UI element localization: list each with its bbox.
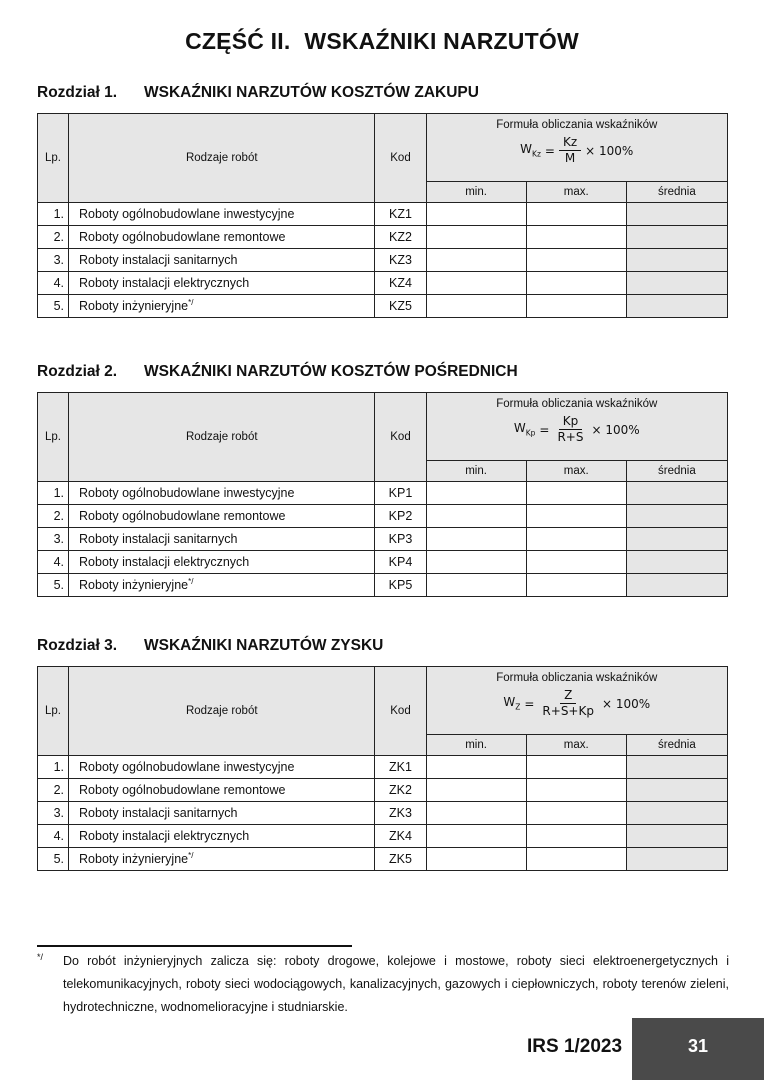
row-name	[69, 825, 375, 848]
row-code: KP2	[375, 505, 426, 528]
cell-avg	[626, 203, 727, 226]
row-lp: 5.	[38, 295, 69, 318]
section-2-number: Rozdział 2.	[37, 363, 118, 380]
cell-min[interactable]	[426, 802, 526, 825]
page-title	[0, 28, 764, 55]
row-name-text: Roboty instalacji sanitarnych	[79, 806, 238, 821]
formula-cell	[426, 393, 727, 461]
row-name-text: Roboty instalacji sanitarnych	[79, 253, 238, 268]
row-name-text: Roboty instalacji elektrycznych	[79, 555, 250, 570]
cell-min[interactable]	[426, 226, 526, 249]
cell-avg	[626, 779, 727, 802]
footnote-ref: */	[188, 298, 194, 308]
table-row	[38, 249, 728, 272]
row-name	[69, 272, 375, 295]
cell-min[interactable]	[426, 825, 526, 848]
table-row	[38, 825, 728, 848]
header-avg: średnia	[626, 461, 727, 482]
row-code: ZK5	[375, 848, 426, 871]
row-code: KZ4	[375, 272, 426, 295]
cell-min[interactable]	[426, 249, 526, 272]
formula-cell	[426, 114, 727, 182]
row-lp: 4.	[38, 272, 69, 295]
formula-numerator: Z	[560, 688, 576, 704]
formula	[514, 414, 640, 445]
cell-max[interactable]	[526, 574, 626, 597]
formula-equals: =	[539, 422, 550, 437]
formula-subscript: Kz	[532, 149, 541, 159]
row-code: KZ2	[375, 226, 426, 249]
row-lp: 1.	[38, 756, 69, 779]
section-1-number: Rozdział 1.	[37, 84, 118, 101]
row-name	[69, 505, 375, 528]
row-name	[69, 551, 375, 574]
row-lp: 4.	[38, 551, 69, 574]
title-text: WSKAŹNIKI NARZUTÓW	[304, 28, 579, 54]
header-lp: Lp.	[38, 393, 69, 482]
header-code: Kod	[375, 114, 426, 203]
row-code: ZK1	[375, 756, 426, 779]
header-works: Rodzaje robót	[69, 667, 375, 756]
cell-max[interactable]	[526, 848, 626, 871]
table-row	[38, 505, 728, 528]
row-lp: 2.	[38, 779, 69, 802]
cell-min[interactable]	[426, 272, 526, 295]
row-lp: 2.	[38, 505, 69, 528]
header-works: Rodzaje robót	[69, 393, 375, 482]
cell-min[interactable]	[426, 551, 526, 574]
header-max: max.	[526, 182, 626, 203]
row-name	[69, 249, 375, 272]
formula-cell	[426, 667, 727, 735]
header-min: min.	[426, 735, 526, 756]
formula-subscript: Kp	[525, 428, 536, 438]
formula-label: Formuła obliczania wskaźników	[496, 119, 658, 131]
page-number: 31	[687, 1036, 709, 1056]
cell-max[interactable]	[526, 779, 626, 802]
section-1-title	[37, 84, 479, 102]
publication-label: IRS 1/2023	[527, 1036, 623, 1057]
cell-min[interactable]	[426, 203, 526, 226]
cell-max[interactable]	[526, 505, 626, 528]
header-avg: średnia	[626, 182, 727, 203]
row-name	[69, 779, 375, 802]
row-lp: 3.	[38, 802, 69, 825]
cell-avg	[626, 505, 727, 528]
row-lp: 5.	[38, 574, 69, 597]
formula-fraction	[559, 135, 581, 166]
section-1-heading: WSKAŹNIKI NARZUTÓW KOSZTÓW ZAKUPU	[144, 84, 479, 101]
header-code: Kod	[375, 667, 426, 756]
cell-min[interactable]	[426, 295, 526, 318]
row-name-text: Roboty instalacji elektrycznych	[79, 276, 250, 291]
row-name-text: Roboty ogólnobudowlane inwestycyjne	[79, 207, 295, 222]
cell-min[interactable]	[426, 779, 526, 802]
cell-avg	[626, 802, 727, 825]
row-name-text: Roboty ogólnobudowlane inwestycyjne	[79, 486, 295, 501]
row-lp: 3.	[38, 249, 69, 272]
table-row	[38, 802, 728, 825]
formula-denominator: R+S	[557, 430, 584, 444]
section-3-number: Rozdział 3.	[37, 637, 118, 654]
row-lp: 1.	[38, 482, 69, 505]
cell-max[interactable]	[526, 825, 626, 848]
formula-label: Formuła obliczania wskaźników	[496, 672, 658, 684]
header-lp: Lp.	[38, 114, 69, 203]
formula-fraction	[538, 688, 598, 719]
header-max: max.	[526, 461, 626, 482]
section-2-heading: WSKAŹNIKI NARZUTÓW KOSZTÓW POŚREDNICH	[144, 363, 518, 380]
row-name	[69, 482, 375, 505]
row-name	[69, 203, 375, 226]
formula-fraction	[553, 414, 587, 445]
cell-max[interactable]	[526, 226, 626, 249]
row-name-text: Roboty ogólnobudowlane remontowe	[79, 509, 286, 524]
formula-numerator: Kp	[559, 414, 583, 430]
cell-max[interactable]	[526, 551, 626, 574]
header-lp: Lp.	[38, 667, 69, 756]
row-name	[69, 756, 375, 779]
row-name	[69, 295, 375, 318]
table-row	[38, 482, 728, 505]
cell-avg	[626, 528, 727, 551]
cell-avg	[626, 482, 727, 505]
header-min: min.	[426, 461, 526, 482]
cell-min[interactable]	[426, 756, 526, 779]
table-row	[38, 574, 728, 597]
row-code: KZ5	[375, 295, 426, 318]
part-label: CZĘŚĆ II.	[185, 28, 291, 54]
row-name-text: Roboty inżynieryjne	[79, 299, 189, 314]
cell-max[interactable]	[526, 249, 626, 272]
row-name-text: Roboty ogólnobudowlane remontowe	[79, 230, 286, 245]
table-row	[38, 295, 728, 318]
section-2-title	[37, 363, 518, 381]
cell-max[interactable]	[526, 272, 626, 295]
formula-label: Formuła obliczania wskaźników	[496, 398, 658, 410]
row-name-text: Roboty instalacji sanitarnych	[79, 532, 238, 547]
formula-lhs: $W_Z$	[503, 695, 521, 712]
table-row	[38, 272, 728, 295]
row-name-text: Roboty inżynieryjne	[79, 578, 189, 593]
cell-max[interactable]	[526, 203, 626, 226]
header-max: max.	[526, 735, 626, 756]
row-code: ZK4	[375, 825, 426, 848]
formula	[503, 688, 650, 719]
cell-min[interactable]	[426, 848, 526, 871]
header-works: Rodzaje robót	[69, 114, 375, 203]
cell-min[interactable]	[426, 574, 526, 597]
cell-max[interactable]	[526, 528, 626, 551]
section-1-table	[37, 113, 728, 318]
formula-equals: =	[524, 696, 535, 711]
cell-avg	[626, 226, 727, 249]
header-avg: średnia	[626, 735, 727, 756]
row-name-text: Roboty ogólnobudowlane remontowe	[79, 783, 286, 798]
row-name	[69, 802, 375, 825]
cell-max[interactable]	[526, 802, 626, 825]
header-min: min.	[426, 182, 526, 203]
table-row	[38, 551, 728, 574]
formula-numerator: Kz	[559, 135, 581, 151]
cell-avg	[626, 825, 727, 848]
table-row	[38, 848, 728, 871]
cell-avg	[626, 574, 727, 597]
table-row	[38, 528, 728, 551]
row-name	[69, 574, 375, 597]
cell-avg	[626, 756, 727, 779]
row-name	[69, 528, 375, 551]
table-row	[38, 779, 728, 802]
formula-lhs: $W_{Kz}$	[520, 142, 541, 159]
footnote-ref: */	[188, 851, 194, 861]
header-code: Kod	[375, 393, 426, 482]
row-lp: 4.	[38, 825, 69, 848]
table-row	[38, 226, 728, 249]
cell-min[interactable]	[426, 505, 526, 528]
row-name	[69, 226, 375, 249]
section-3-table	[37, 666, 728, 871]
footnote-mark: */	[37, 952, 44, 962]
formula-lhs: $W_{Kp}$	[513, 421, 536, 438]
section-2-table	[37, 392, 728, 597]
footnote-text: Do robót inżynieryjnych zalicza się: roboty drogowe, kolejowe i mostowe, roboty sieci elektroenergetycznych i telekomunikacyjnych, roboty sieci wodociągowych, kanalizacyjnych, gazowych i ciepłowniczych, roboty terenów zieleni, hydrotechniczne, wodnomelioracyjne i studniarskie.	[63, 954, 729, 1014]
row-code: ZK2	[375, 779, 426, 802]
row-lp: 3.	[38, 528, 69, 551]
formula-denominator: R+S+Kp	[542, 704, 594, 718]
cell-max[interactable]	[526, 756, 626, 779]
cell-max[interactable]	[526, 482, 626, 505]
row-code: KP5	[375, 574, 426, 597]
formula	[520, 135, 633, 166]
cell-avg	[626, 848, 727, 871]
row-code: KZ1	[375, 203, 426, 226]
cell-avg	[626, 272, 727, 295]
row-code: KP1	[375, 482, 426, 505]
cell-min[interactable]	[426, 482, 526, 505]
page-number-box	[632, 1018, 764, 1080]
footnote-ref: */	[188, 577, 194, 587]
row-lp: 5.	[38, 848, 69, 871]
formula-multiplier: × 100%	[591, 422, 640, 437]
table-row	[38, 756, 728, 779]
footnote-rule	[37, 945, 352, 947]
cell-avg	[626, 551, 727, 574]
row-code: KP4	[375, 551, 426, 574]
row-name-text: Roboty ogólnobudowlane inwestycyjne	[79, 760, 295, 775]
row-code: KZ3	[375, 249, 426, 272]
cell-min[interactable]	[426, 528, 526, 551]
formula-multiplier: × 100%	[601, 696, 651, 711]
row-lp: 1.	[38, 203, 69, 226]
row-code: KP3	[375, 528, 426, 551]
formula-equals: =	[544, 143, 555, 158]
row-name	[69, 848, 375, 871]
row-name-text: Roboty instalacji elektrycznych	[79, 829, 250, 844]
row-code: ZK3	[375, 802, 426, 825]
formula-multiplier: × 100%	[585, 143, 634, 158]
cell-avg	[626, 249, 727, 272]
formula-denominator: M	[564, 151, 576, 165]
table-row	[38, 203, 728, 226]
formula-subscript: Z	[515, 702, 521, 712]
cell-avg	[626, 295, 727, 318]
row-lp: 2.	[38, 226, 69, 249]
row-name-text: Roboty inżynieryjne	[79, 852, 189, 867]
cell-max[interactable]	[526, 295, 626, 318]
section-3-title	[37, 637, 383, 655]
section-3-heading: WSKAŹNIKI NARZUTÓW ZYSKU	[144, 637, 384, 654]
